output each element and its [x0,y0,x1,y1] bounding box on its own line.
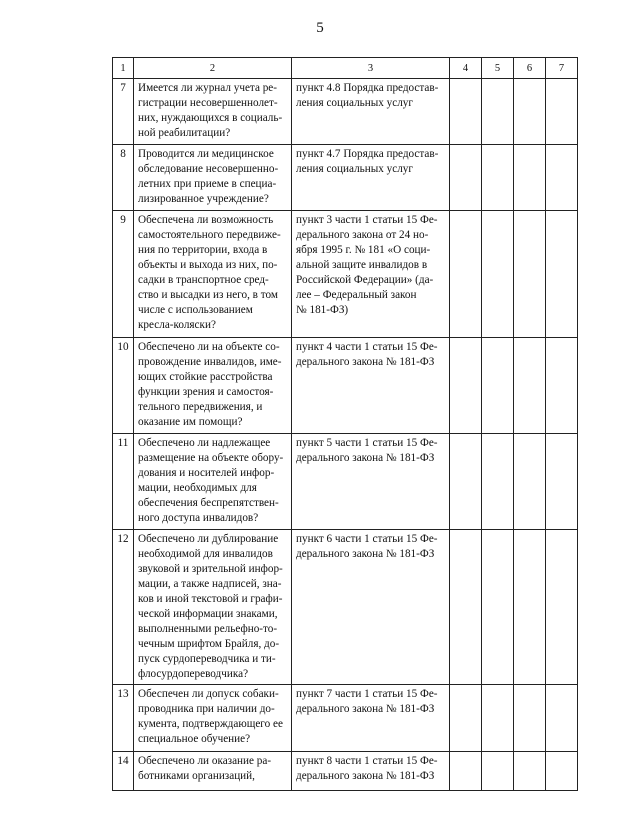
answer-cell[interactable] [450,211,482,338]
reference-cell: пункт 4 части 1 статьи 15 Фе- дерального закона № 181-ФЗ [292,338,450,434]
header-cell: 7 [546,58,578,79]
answer-cell[interactable] [482,79,514,145]
row-number: 13 [113,685,134,752]
answer-cell[interactable] [482,338,514,434]
page-number: 5 [316,20,324,36]
reference-cell: пункт 8 части 1 статьи 15 Фе- дерального закона № 181-ФЗ [292,752,450,791]
answer-cell[interactable] [546,530,578,685]
header-cell: 4 [450,58,482,79]
answer-cell[interactable] [546,685,578,752]
table-row [113,338,578,434]
table-row [113,752,578,791]
answer-cell[interactable] [514,145,546,211]
question-cell: Проводится ли медицинское обследование несовершенно- летних при приеме в специа- лизированное учреждение? [134,145,292,211]
header-cell: 5 [482,58,514,79]
question-cell: Обеспечена ли возможность самостоятельного передвиже- ния по территории, входа в объекты и выхода из них, по- садки в транспортное сред- ство и высадки из него, в том числе с использованием кресла-коляски? [134,211,292,338]
table-row [113,685,578,752]
answer-cell[interactable] [514,434,546,530]
header-cell: 6 [514,58,546,79]
reference-cell: пункт 4.8 Порядка предостав- ления социальных услуг [292,79,450,145]
table-row [113,211,578,338]
answer-cell[interactable] [514,338,546,434]
answer-cell[interactable] [546,79,578,145]
table-row [113,145,578,211]
question-cell: Обеспечено ли дублирование необходимой для инвалидов звуковой и зрительной инфор- мации, а также надписей, зна- ков и иной текстовой и графи- ческой информации знаками, выполненными рельефно-то- чечным шрифтом Брайля, до- пуск сурдопереводчика и ти- флосурдопереводчика? [134,530,292,685]
header-cell: 2 [134,58,292,79]
answer-cell[interactable] [482,685,514,752]
header-cell: 1 [113,58,134,79]
row-number: 14 [113,752,134,791]
reference-cell: пункт 5 части 1 статьи 15 Фе- дерального закона № 181-ФЗ [292,434,450,530]
answer-cell[interactable] [546,211,578,338]
table-row [113,530,578,685]
table-row [113,79,578,145]
answer-cell[interactable] [482,211,514,338]
checklist-table [112,57,578,791]
row-number: 8 [113,145,134,211]
answer-cell[interactable] [514,530,546,685]
answer-cell[interactable] [450,685,482,752]
row-number: 11 [113,434,134,530]
answer-cell[interactable] [546,434,578,530]
answer-cell[interactable] [514,685,546,752]
row-number: 7 [113,79,134,145]
reference-cell: пункт 6 части 1 статьи 15 Фе- дерального закона № 181-ФЗ [292,530,450,685]
answer-cell[interactable] [450,145,482,211]
answer-cell[interactable] [482,530,514,685]
question-cell: Обеспечен ли допуск собаки- проводника при наличии до- кумента, подтверждающего ее специальное обучение? [134,685,292,752]
answer-cell[interactable] [450,434,482,530]
answer-cell[interactable] [482,434,514,530]
row-number: 12 [113,530,134,685]
answer-cell[interactable] [450,752,482,791]
answer-cell[interactable] [514,79,546,145]
answer-cell[interactable] [450,338,482,434]
reference-cell: пункт 4.7 Порядка предостав- ления социальных услуг [292,145,450,211]
answer-cell[interactable] [482,145,514,211]
answer-cell[interactable] [450,530,482,685]
answer-cell[interactable] [546,752,578,791]
header-cell: 3 [292,58,450,79]
answer-cell[interactable] [546,145,578,211]
answer-cell[interactable] [514,211,546,338]
answer-cell[interactable] [450,79,482,145]
answer-cell[interactable] [514,752,546,791]
reference-cell: пункт 3 части 1 статьи 15 Фе- дерального закона от 24 но- ября 1995 г. № 181 «О соци- альной защите инвалидов в Российской Федерации» (да- лее – Федеральный закон № 181-ФЗ) [292,211,450,338]
question-cell: Обеспечено ли оказание ра- ботниками организаций, [134,752,292,791]
row-number: 10 [113,338,134,434]
answer-cell[interactable] [482,752,514,791]
question-cell: Обеспечено ли на объекте со- провождение инвалидов, име- ющих стойкие расстройства функции зрения и самостоя- тельного передвижения, и оказание им помощи? [134,338,292,434]
table-header-row [113,58,578,79]
answer-cell[interactable] [546,338,578,434]
question-cell: Имеется ли журнал учета ре- гистрации несовершеннолет- них, нуждающихся в социаль- ной реабилитации? [134,79,292,145]
row-number: 9 [113,211,134,338]
reference-cell: пункт 7 части 1 статьи 15 Фе- дерального закона № 181-ФЗ [292,685,450,752]
table-row [113,434,578,530]
question-cell: Обеспечено ли надлежащее размещение на объекте обору- дования и носителей инфор- мации, необходимых для обеспечения беспрепятствен- ного доступа инвалидов? [134,434,292,530]
